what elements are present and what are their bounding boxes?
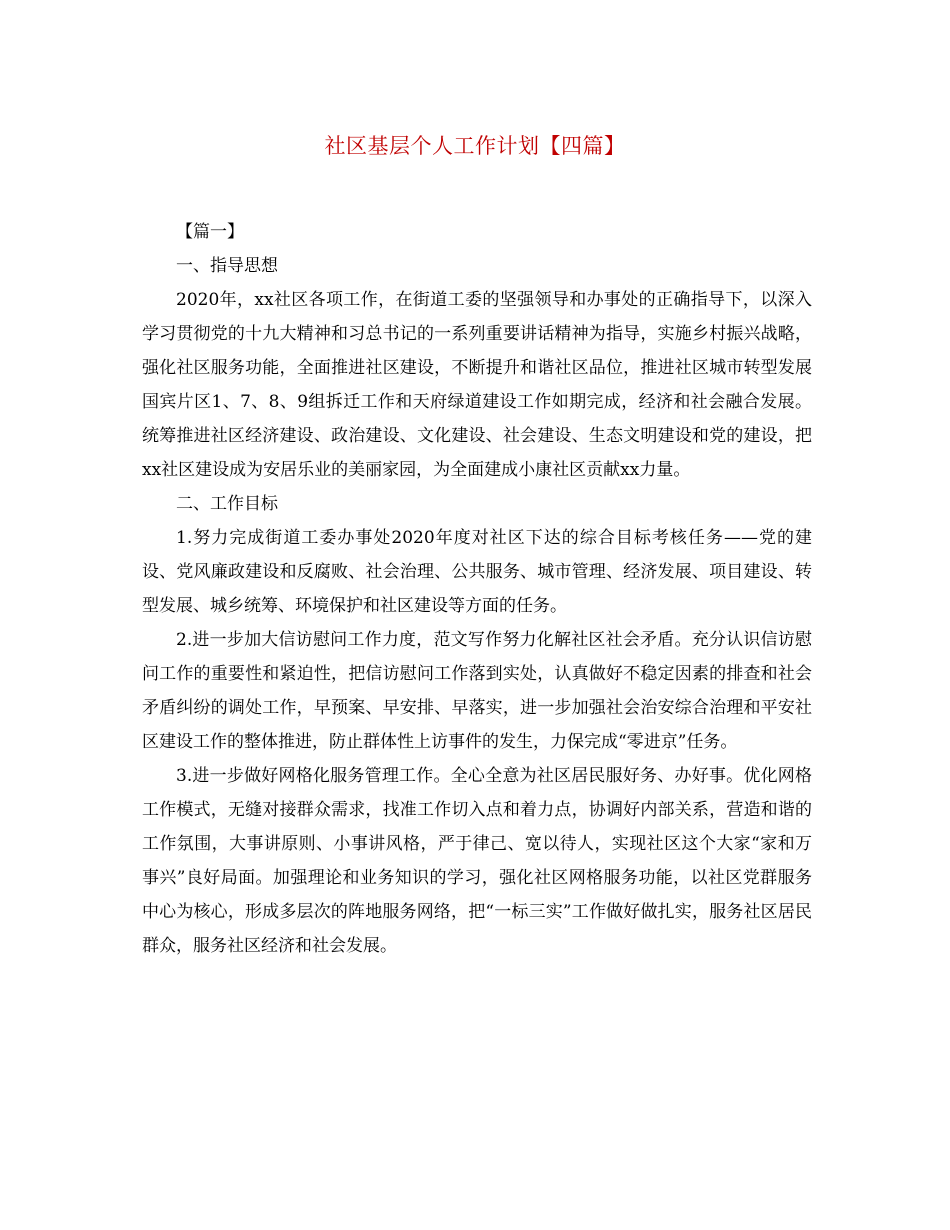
heading-guiding-ideology: 一、指导思想 — [176, 256, 278, 276]
section-label: 【篇一】 — [176, 222, 244, 242]
work-goal-item-1: 1.努力完成街道工委办事处2020年度对社区下达的综合目标考核任务——党的建设、党风廉政建设和反腐败、社会治理、公共服务、城市管理、经济发展、项目建设、转型发展、城乡统筹、环境保护和社区建设等方面的任务。 — [142, 528, 812, 616]
work-goal-item-3: 3.进一步做好网格化服务管理工作。全心全意为社区居民服好务、办好事。优化网格工作模式，无缝对接群众需求，找准工作切入点和着力点，协调好内部关系，营造和谐的工作氛围，大事讲原则、小事讲风格，严于律己、宽以待人，实现社区这个大家“家和万事兴”良好局面。加强理论和业务知识的学习，强化社区网格服务功能，以社区党群服务中心为核心，形成多层次的阵地服务网络，把“一标三实”工作做好做扎实，服务社区居民群众，服务社区经济和社会发展。 — [142, 766, 812, 956]
document-title: 社区基层个人工作计划【四篇】 — [324, 134, 626, 158]
document-body — [142, 215, 812, 963]
heading-work-goals: 二、工作目标 — [176, 494, 278, 514]
work-goal-item-2: 2.进一步加大信访慰问工作力度，范文写作努力化解社区社会矛盾。充分认识信访慰问工作的重要性和紧迫性，把信访慰问工作落到实处，认真做好不稳定因素的排查和社会矛盾纠纷的调处工作，早预案、早安排、早落实，进一步加强社会治安综合治理和平安社区建设工作的整体推进，防止群体性上访事件的发生，力保完成“零进京”任务。 — [142, 630, 812, 752]
paragraph-guiding-ideology: 2020年，xx社区各项工作，在街道工委的坚强领导和办事处的正确指导下，以深入学习贯彻党的十九大精神和习总书记的一系列重要讲话精神为指导，实施乡村振兴战略，强化社区服务功能，全面推进社区建设，不断提升和谐社区品位，推进社区城市转型发展国宾片区1、7、8、9组拆迁工作和天府绿道建设工作如期完成，经济和社会融合发展。统筹推进社区经济建设、政治建设、文化建设、社会建设、生态文明建设和党的建设，把xx社区建设成为安居乐业的美丽家园，为全面建成小康社区贡献xx力量。 — [142, 290, 812, 480]
